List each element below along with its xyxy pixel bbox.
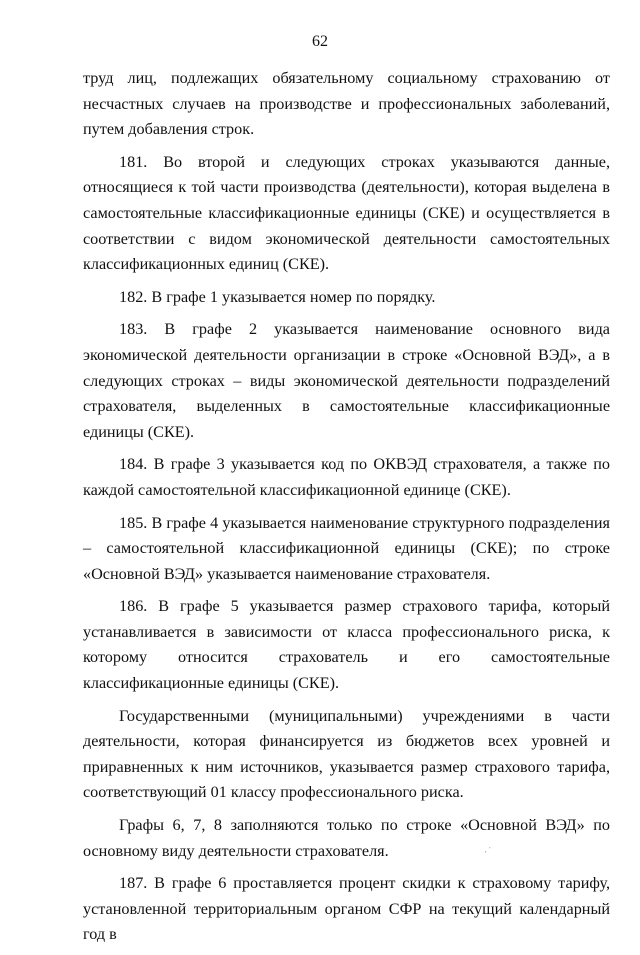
document-body [83, 66, 610, 955]
scan-mark: · ˙ [482, 844, 494, 858]
paragraph-182: 182. В графе 1 указывается номер по порядку. [119, 287, 436, 306]
paragraph-184: 184. В графе 3 указывается код по ОКВЭД страхователя, а также по каждой самостоятельной классификационной единице (СКЕ). [83, 455, 610, 499]
paragraph-187: 187. В графе 6 проставляется процент скидки к страховому тарифу, установленной территориальным органом СФР на текущий календарный год в [83, 874, 610, 944]
paragraph-183: 183. В графе 2 указывается наименование основного вида экономической деятельности организации в строке «Основной ВЭД», а в следующих строках – виды экономической деятельности подразделений страхователя, выделенных в самостоятельные классификационные единицы (СКЕ). [83, 320, 610, 441]
paragraph-181: 181. Во второй и следующих строках указываются данные, относящиеся к той части производства (деятельности), которая выделена в самостоятельные классификационные единицы (СКЕ) и осуществляется в соответствии с видом экономической деятельности самостоятельных классификационных единиц (СКЕ). [83, 152, 610, 274]
paragraph-185: 185. В графе 4 указывается наименование структурного подразделения – самостоятельной классификационной единицы (СКЕ); по строке «Основной ВЭД» указывается наименование страхователя. [83, 513, 610, 583]
page-number: 62 [312, 33, 328, 50]
paragraph-continuation: труд лиц, подлежащих обязательному социальному страхованию от несчастных случаев на производстве и профессиональных заболеваний, путем добавления строк. [83, 69, 610, 139]
paragraph-186: 186. В графе 5 указывается размер страхового тарифа, который устанавливается в зависимости от класса профессионального риска, к которому относится страхователь и его самостоятельные классификационные единицы (СКЕ). [83, 597, 610, 693]
paragraph-state-institutions: Государственными (муниципальными) учреждениями в части деятельности, которая финансируется из бюджетов всех уровней и приравненных к ним источников, указывается размер страхового тарифа, соответствующий 01 классу профессионального риска. [83, 706, 610, 802]
paragraph-columns-6-7-8: Графы 6, 7, 8 заполняются только по строке «Основной ВЭД» по основному виду деятельности страхователя. [83, 816, 610, 860]
